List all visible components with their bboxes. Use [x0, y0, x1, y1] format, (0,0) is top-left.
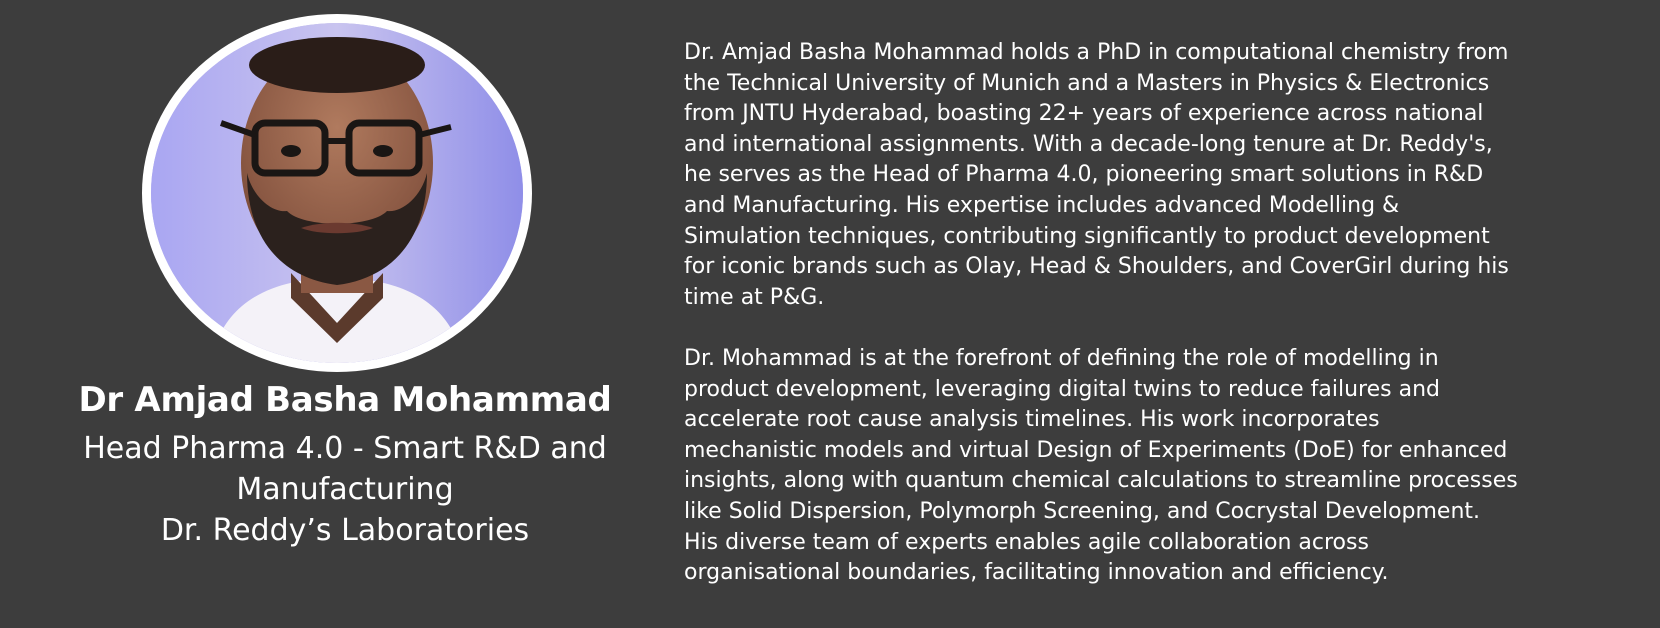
- bio-line: from JNTU Hyderabad, boasting 22+ years of experience across national: [684, 101, 1484, 127]
- bio-line: organisational boundaries, facilitating innovation and efficiency.: [684, 560, 1389, 586]
- person-name: Dr Amjad Basha Mohammad: [78, 380, 612, 420]
- bio-line: accelerate root cause analysis timelines. His work incorporates: [684, 407, 1380, 433]
- title-line: Head Pharma 4.0 - Smart R&D and: [83, 431, 607, 466]
- bio-line: the Technical University of Munich and a Masters in Physics & Electronics: [684, 70, 1490, 96]
- bio-paragraph: [684, 38, 1644, 313]
- profile-summary: [40, 0, 650, 628]
- avatar-photo: [151, 23, 523, 363]
- bio-line: for iconic brands such as Olay, Head & Shoulders, and CoverGirl during his: [684, 254, 1509, 280]
- bio-line: and international assignments. With a decade-long tenure at Dr. Reddy's,: [684, 131, 1493, 157]
- bio-line: His diverse team of experts enables agile collaboration across: [684, 529, 1369, 555]
- bio-line: Dr. Mohammad is at the forefront of defining the role of modelling in: [684, 345, 1439, 371]
- bio-line: Dr. Amjad Basha Mohammad holds a PhD in computational chemistry from: [684, 40, 1509, 65]
- biography: [684, 38, 1644, 589]
- bio-line: time at P&G.: [684, 284, 825, 310]
- bio-line: insights, along with quantum chemical calculations to streamline processes: [684, 468, 1518, 494]
- portrait-illustration: [151, 23, 523, 363]
- organization: Dr. Reddy’s Laboratories: [160, 513, 530, 548]
- bio-line: like Solid Dispersion, Polymorph Screening, and Cocrystal Development.: [684, 498, 1481, 524]
- bio-line: Simulation techniques, contributing significantly to product development: [684, 223, 1490, 249]
- bio-line: mechanistic models and virtual Design of Experiments (DoE) for enhanced: [684, 437, 1508, 463]
- person-title: [40, 428, 650, 551]
- title-line: Manufacturing: [236, 472, 454, 507]
- bio-line: product development, leveraging digital twins to reduce failures and: [684, 376, 1440, 402]
- bio-line: he serves as the Head of Pharma 4.0, pioneering smart solutions in R&D: [684, 162, 1484, 188]
- bio-line: and Manufacturing. His expertise includes advanced Modelling &: [684, 192, 1400, 218]
- avatar: [142, 14, 532, 372]
- bio-paragraph: [684, 344, 1644, 589]
